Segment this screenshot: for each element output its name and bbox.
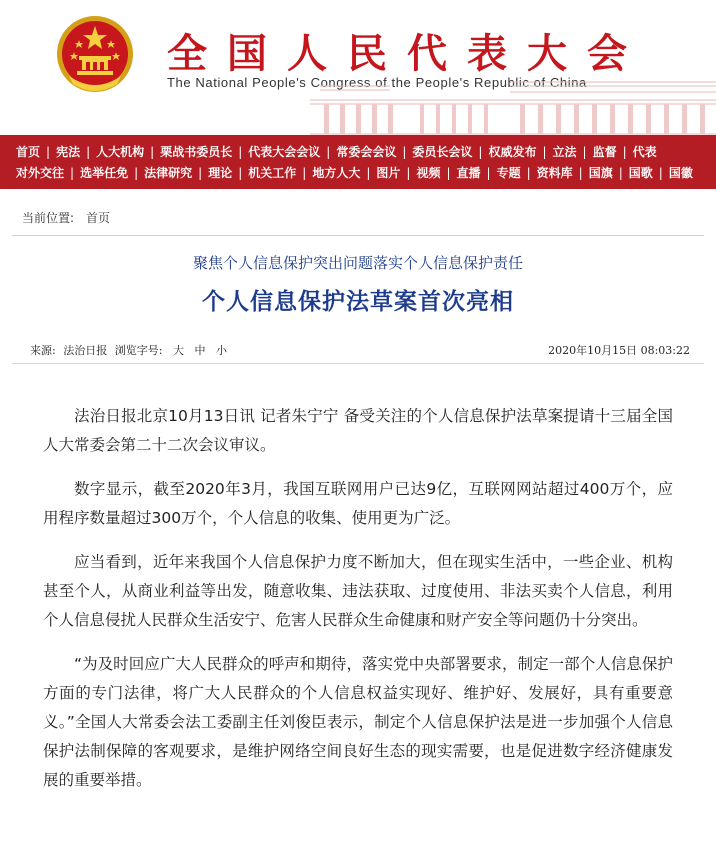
article-meta [12, 342, 704, 364]
article-subtitle: 聚焦个人信息保护突出问题落实个人信息保护责任 [192, 254, 523, 272]
row1-item[interactable]: 常委会会议 [336, 145, 397, 159]
source-value: 法治日报 [63, 344, 108, 357]
row1-item[interactable]: 立法 [552, 145, 577, 159]
row1-item[interactable]: 权威发布 [488, 145, 537, 159]
nav-separator: | [70, 166, 75, 180]
row2-item[interactable]: 国歌 [628, 166, 653, 180]
row2-item[interactable]: 法律研究 [144, 166, 193, 180]
nav-separator: | [658, 166, 663, 180]
row1-item[interactable]: 人大机构 [96, 145, 145, 159]
nav-row-primary [16, 142, 716, 163]
font-size-large-button[interactable]: 大 [172, 344, 184, 357]
article-meta-left [30, 342, 231, 358]
nav-separator: | [238, 145, 243, 159]
nav-separator: | [198, 166, 203, 180]
great-hall-illustration-icon [310, 78, 716, 135]
national-emblem-icon[interactable] [55, 14, 135, 94]
article-paragraph: 法治日报北京10月13日讯 记者朱宁宁 备受关注的个人信息保护法草案提请十三届全国人大常委会第二十二次会议审议。 [43, 407, 673, 454]
nav-separator: | [238, 166, 243, 180]
breadcrumb-home-link[interactable]: 首页 [86, 211, 111, 225]
nav-separator: | [402, 145, 407, 159]
nav-separator: | [526, 166, 531, 180]
site-subtitle: The National People's Congress of the People's Republic of China [167, 75, 587, 90]
row1-item[interactable]: 栗战书委员长 [160, 145, 233, 159]
nav-separator: | [366, 166, 371, 180]
row1-item[interactable]: 宪法 [56, 145, 81, 159]
row1-item[interactable]: 代表 [632, 145, 657, 159]
nav-separator: | [446, 166, 451, 180]
row2-item[interactable]: 国徽 [668, 166, 693, 180]
source-label: 来源: [30, 344, 56, 357]
article-body [0, 402, 716, 795]
row2-item[interactable]: 专题 [496, 166, 521, 180]
article-paragraph: 应当看到，近年来我国个人信息保护力度不断加大，但在现实生活中，一些企业、机构甚至个人，从商业利益等出发，随意收集、违法获取、过度使用、非法买卖个人信息，利用个人信息侵扰人民群众生活安宁、危害人民群众生命健康和财产安全等问题仍十分突出。 [43, 553, 673, 629]
nav-separator: | [150, 145, 155, 159]
row2-item[interactable]: 对外交往 [16, 166, 65, 180]
nav-separator: | [486, 166, 491, 180]
breadcrumb [12, 200, 704, 236]
nav-separator: | [326, 145, 331, 159]
nav-separator: | [406, 166, 411, 180]
row1-item[interactable]: 代表大会会议 [248, 145, 321, 159]
nav-separator: | [578, 166, 583, 180]
row1-item[interactable]: 委员长会议 [412, 145, 473, 159]
main-navigation [0, 135, 716, 189]
nav-row-secondary [16, 163, 716, 184]
nav-separator: | [134, 166, 139, 180]
row2-item[interactable]: 图片 [376, 166, 401, 180]
font-size-label: 浏览字号: [114, 344, 163, 357]
row2-item[interactable]: 直播 [456, 166, 481, 180]
nav-separator: | [582, 145, 587, 159]
nav-separator: | [622, 145, 627, 159]
nav-separator: | [618, 166, 623, 180]
row2-item[interactable]: 国旗 [588, 166, 613, 180]
nav-separator: | [86, 145, 91, 159]
site-title[interactable]: 全国人民代表大会 [167, 31, 647, 77]
font-size-medium-button[interactable]: 中 [194, 344, 206, 357]
row2-item[interactable]: 视频 [416, 166, 441, 180]
row2-item[interactable]: 资料库 [536, 166, 573, 180]
font-size-small-button[interactable]: 小 [215, 344, 227, 357]
row1-item[interactable]: 监督 [592, 145, 617, 159]
row1-item[interactable]: 首页 [16, 145, 41, 159]
site-header [0, 0, 716, 135]
nav-separator: | [542, 145, 547, 159]
row2-item[interactable]: 理论 [208, 166, 233, 180]
row2-item[interactable]: 机关工作 [248, 166, 297, 180]
row2-item[interactable]: 选举任免 [80, 166, 129, 180]
publish-date: 2020年10月15日 08:03:22 [548, 344, 690, 357]
nav-separator: | [302, 166, 307, 180]
article-paragraph: 数字显示，截至2020年3月，我国互联网用户已达9亿，互联网网站超过400万个，应用程序数量超过300万个，个人信息的收集、使用更为广泛。 [43, 480, 673, 527]
row2-item[interactable]: 地方人大 [312, 166, 361, 180]
breadcrumb-label: 当前位置: [22, 211, 75, 225]
article-paragraph: “为及时回应广大人民群众的呼声和期待，落实党中央部署要求，制定一部个人信息保护方面的专门法律，将广大人民群众的个人信息权益实现好、维护好、发展好，具有重要意义。”全国人大常委会法工委副主任刘俊臣表示，制定个人信息保护法是进一步加强个人信息保护法制保障的客观要求，是维护网络空间良好生态的现实需要，也是促进数字经济健康发展的重要举措。 [43, 655, 673, 789]
article-title: 个人信息保护法草案首次亮相 [202, 289, 514, 315]
nav-separator: | [478, 145, 483, 159]
nav-separator: | [46, 145, 51, 159]
